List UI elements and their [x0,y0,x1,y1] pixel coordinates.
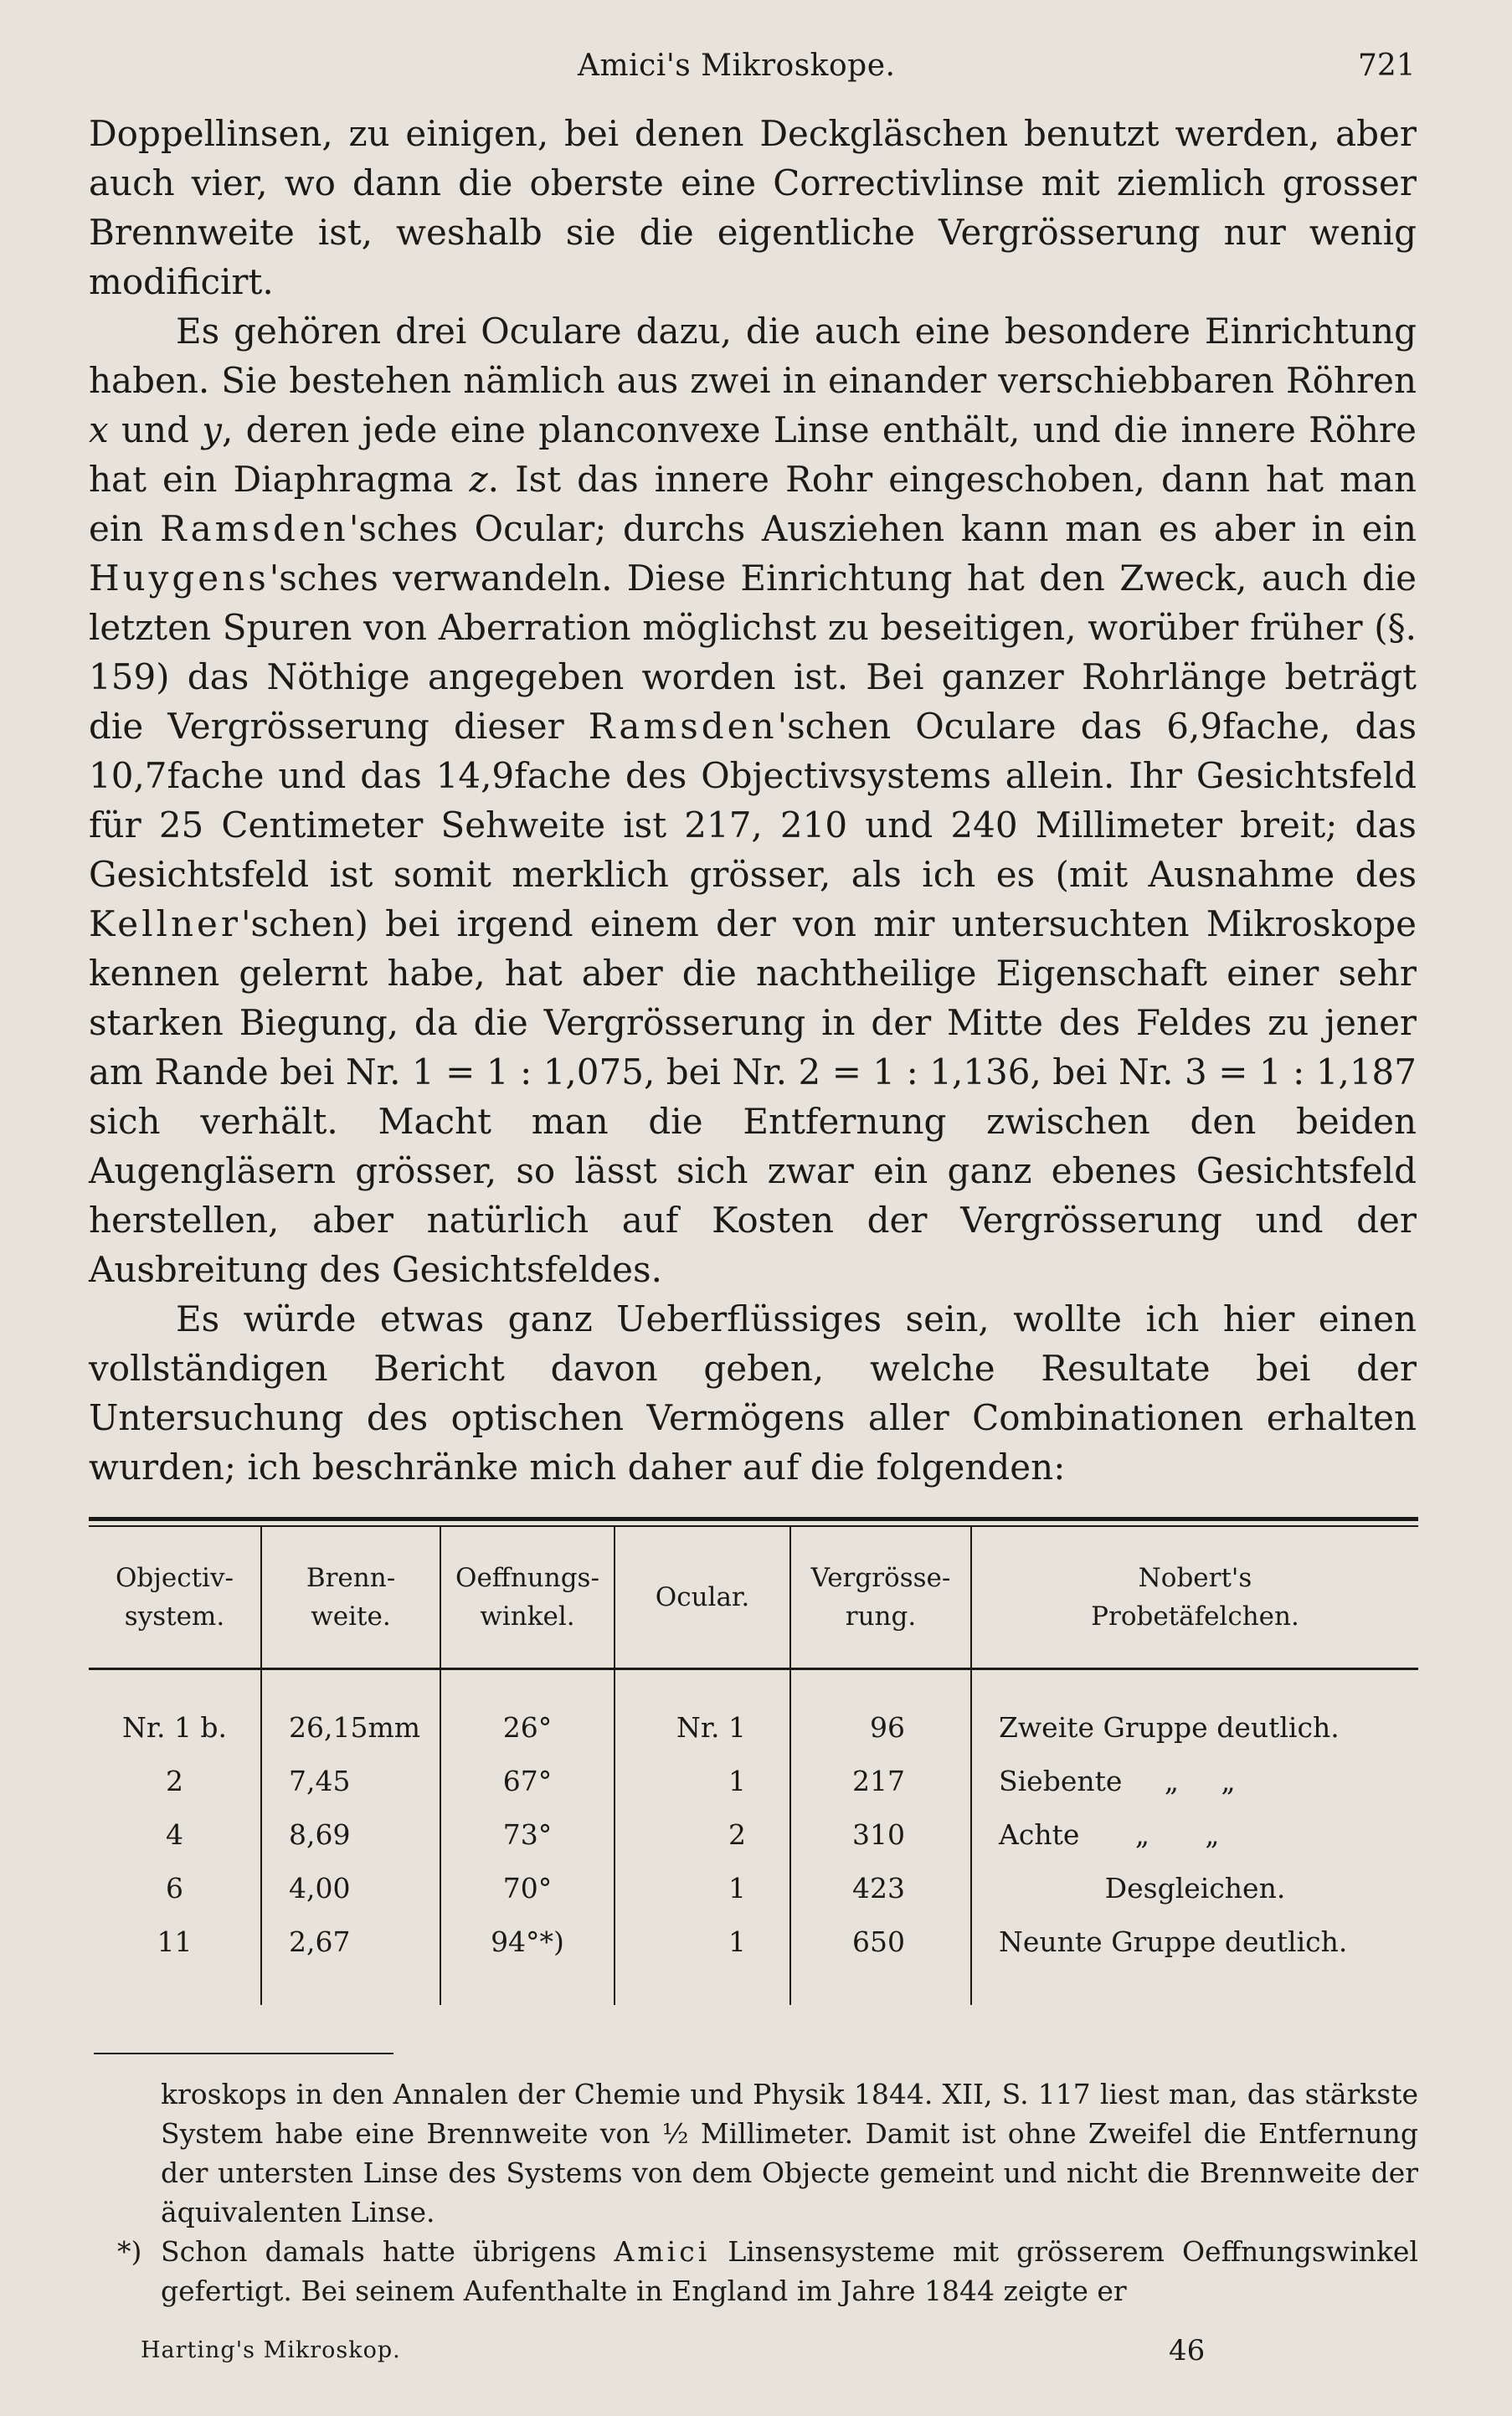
cell-brennweite: 8,69 [261,1807,440,1861]
header-ocular: Ocular. [615,1527,790,1669]
cell-oeffnungswinkel: 94°*) [440,1915,615,2005]
person-name: Ramsden [160,508,349,549]
signature-line: Harting's Mikroskop. [141,2337,401,2363]
sheet-number: 46 [1169,2334,1206,2367]
body-text [89,109,1417,1492]
cell-objectivsystem: 6 [89,1861,261,1915]
table-row [89,1861,1418,1915]
results-table [89,1517,1418,2005]
cell-oeffnungswinkel: 70° [440,1861,615,1915]
cell-probetaefelchen: Achte „ „ [999,1817,1220,1851]
text-segment: 'sches verwandeln. Diese Einrichtung hat den Zweck, auch die letzten Spuren von Aberration möglichst zu beseitigen, worüber früher (§. 159) das Nöthige angegeben worden ist. Bei ganzer Rohrlänge beträgt die Vergrösserung dieser [89,558,1417,747]
footnote-text-end: Linsensysteme mit grösserem Oeffnungswinkel gefertigt. Bei seinem Aufenthalte in England im Jahre 1844 zeigte er [161,2235,1418,2307]
header-objectivsystem: Objectiv- system. [89,1527,261,1669]
cell-ocular: 1 [615,1754,790,1807]
cell-probetaefelchen: Zweite Gruppe deutlich. [999,1710,1340,1744]
body-paragraph [89,109,1417,306]
figure-reference: x [89,409,109,450]
footnote-marker: *) [117,2235,142,2268]
table-header-row [89,1527,1418,1669]
cell-objectivsystem: 11 [89,1915,261,2005]
table-top-rule-thick [89,1517,1418,1521]
body-paragraph [89,1294,1417,1492]
text-segment: Es würde etwas ganz Ueberflüssiges sein, wollte ich hier einen vollständigen Bericht davon geben, welche Resultate bei der Untersuchung des optischen Vermögens aller Combinationen erhalten wurden; ich beschränke mich daher auf die folgenden: [89,1298,1417,1488]
cell-probetaefelchen: Neunte Gruppe deutlich. [999,1925,1348,1958]
cell-oeffnungswinkel: 67° [440,1754,615,1807]
body-paragraph [89,306,1417,1294]
footnotes [117,2074,1418,2311]
running-title: Amici's Mikroskope. [578,49,896,83]
footnote-name-amici: Amici [614,2235,711,2268]
person-name: Kellner [89,903,241,944]
figure-reference: y [202,409,223,450]
cell-objectivsystem: 4 [89,1807,261,1861]
text-segment: 'schen Oculare das 6,9fache, das 10,7fache und das 14,9fache des Objectivsystems allein. Ihr Gesichtsfeld für 25 Centimeter Sehweite ist 217, 210 und 240 Millimeter breit; das Gesichtsfeld ist somit merklich grösser, als ich es (mit Ausnahme des [89,706,1417,895]
cell-vergroesserung: 217 [790,1754,971,1807]
table-row [89,1754,1418,1807]
text-segment: und [108,409,203,450]
cell-brennweite: 26,15mm [261,1669,440,1755]
cell-ocular: 1 [615,1861,790,1915]
cell-probetaefelchen: Desgleichen. [1104,1871,1286,1905]
text-segment: , deren jede eine planconvexe Linse enthält, und die innere Röhre hat ein Diaphragma [89,409,1417,500]
text-segment: 'sches Ocular; durchs Ausziehen kann man es aber in ein [348,508,1417,549]
text-segment: 'schen) bei irgend einem der von mir untersuchten Mikroskope kennen gelernt habe, hat aber die nachtheilige Eigenschaft einer sehr starken Biegung, da die Vergrösserung in der Mitte des Feldes zu jener am Rande bei Nr. 1 = 1 : 1,075, bei Nr. 2 = 1 : 1,136, bei Nr. 3 = 1 : 1,187 sich verhält. Macht man die Entfernung zwischen den beiden Augengläsern grösser, so lässt sich zwar ein ganz ebenes Gesichtsfeld herstellen, aber natürlich auf Kosten der Vergrösserung und der Ausbreitung des Gesichtsfeldes. [89,903,1417,1290]
footnote-continuation: kroskops in den Annalen der Chemie und Physik 1844. XII, S. 117 liest man, das stärkste System habe eine Brennweite von ½ Millimeter. Damit ist ohne Zweifel die Entfernung der untersten Linse des Systems von dem Objecte gemeint und nicht die Brennweite der äquivalenten Linse. [161,2078,1418,2228]
cell-oeffnungswinkel: 73° [440,1807,615,1861]
cell-vergroesserung: 310 [790,1807,971,1861]
cell-probetaefelchen: Siebente „ „ [999,1764,1236,1797]
footnote-rule [94,2053,393,2054]
cell-vergroesserung: 96 [790,1669,971,1755]
cell-objectivsystem: Nr. 1 b. [89,1669,261,1755]
header-brennweite: Brenn- weite. [261,1527,440,1669]
cell-brennweite: 2,67 [261,1915,440,2005]
cell-vergroesserung: 423 [790,1861,971,1915]
header-vergroesserung: Vergrösse- rung. [790,1527,971,1669]
text-segment: Doppellinsen, zu einigen, bei denen Deckgläschen benutzt werden, aber auch vier, wo dann die oberste eine Correctivlinse mit ziemlich grosser Brennweite ist, weshalb sie die eigentliche Vergrösserung nur wenig modificirt. [89,113,1417,302]
cell-oeffnungswinkel: 26° [440,1669,615,1755]
running-head [0,49,1512,90]
footnote-text-start: Schon damals hatte übrigens [161,2235,615,2268]
table-row [89,1915,1418,2005]
cell-brennweite: 4,00 [261,1861,440,1915]
header-oeffnungswinkel: Oeffnungs- winkel. [440,1527,615,1669]
cell-ocular: 1 [615,1915,790,2005]
text-segment: Es gehören drei Oculare dazu, die auch eine besondere Einrichtung haben. Sie bestehen nämlich aus zwei in einander verschiebbaren Röhren [89,311,1417,401]
table-row [89,1669,1418,1755]
page-number: 721 [1358,49,1416,83]
cell-ocular: 2 [615,1807,790,1861]
text-segment: . Ist das innere Rohr eingeschoben, dann hat man ein [89,459,1417,549]
footnote-amici [117,2232,1418,2311]
person-name: Ramsden [588,706,778,747]
figure-reference: z [469,459,488,500]
cell-objectivsystem: 2 [89,1754,261,1807]
person-name: Huygens [89,558,270,599]
table-row [89,1807,1418,1861]
results-table-grid [89,1527,1418,2005]
cell-vergroesserung: 650 [790,1915,971,2005]
cell-brennweite: 7,45 [261,1754,440,1807]
header-probetaefelchen: Nobert's Probetäfelchen. [971,1527,1418,1669]
cell-ocular: Nr. 1 [615,1669,790,1755]
